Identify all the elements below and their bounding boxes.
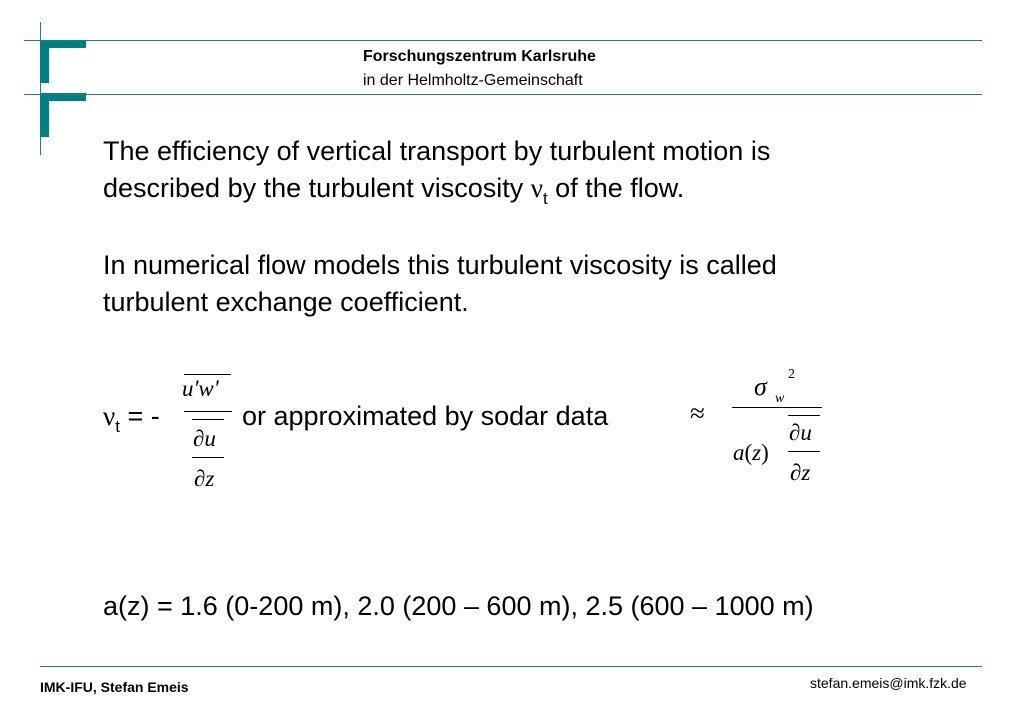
eq-approx-symbol: ≈ [690,398,705,428]
header-rule-bottom [24,94,982,95]
eq-lhs [103,398,160,438]
footer-author: IMK-IFU, Stefan Emeis [40,679,189,695]
para2-line2: turbulent exchange coefficient. [103,287,469,317]
org-subtitle: in der Helmholtz-Gemeinschaft [363,72,583,89]
eq2-du: ∂u [789,420,812,445]
eq2-sigma-sub: w [775,391,785,406]
org-name: Forschungszentrum Karlsruhe [363,48,596,65]
eq2-dz: ∂z [790,460,811,485]
eq2-inner-top-bar [788,415,820,416]
header-rule-top [24,40,982,41]
eq2-main-fraction-bar [732,407,822,408]
eq-middle-text: or approximated by sodar data [242,401,609,431]
az-values-line: a(z) = 1.6 (0-200 m), 2.0 (200 – 600 m), 2.5 (600 – 1000 m) [103,591,814,621]
eq-equals: = - [119,401,160,431]
logo-bar-horizontal-top [40,40,86,48]
eq-overline [184,374,231,375]
eq-den-dz: ∂z [194,466,215,491]
eq2-paren-close: ) [761,440,769,465]
eq2-paren-open: ( [744,440,753,465]
footer-rule [40,666,982,667]
para1-line2-post: of the flow. [547,173,685,203]
eq2-sigma-sup: 2 [788,367,795,382]
eq-numerator: u'w' [182,376,219,401]
eq-nu-symbol: ν [103,401,116,431]
para1-line1: The efficiency of vertical transport by turbulent motion is [103,136,771,166]
footer-email: stefan.emeis@imk.fzk.de [810,675,967,691]
eq2-z: z [752,440,762,465]
eq-den-du: ∂u [193,426,216,451]
eq2-az [733,439,769,466]
eq-nu-subscript: t [115,417,120,436]
para1-line2-pre: described by the turbulent viscosity [103,173,531,203]
eq-inner-fraction-bar [192,457,224,458]
para1-line2 [103,170,684,210]
para2-line1: In numerical flow models this turbulent viscosity is called [103,250,777,280]
eq2-a: a [733,440,745,465]
nu-symbol: ν [530,173,543,203]
nu-subscript: t [542,189,548,208]
eq-main-fraction-bar [184,411,232,412]
eq-inner-top-bar [192,419,224,420]
eq2-inner-fraction-bar [788,451,820,452]
eq2-sigma: σ [754,372,767,401]
